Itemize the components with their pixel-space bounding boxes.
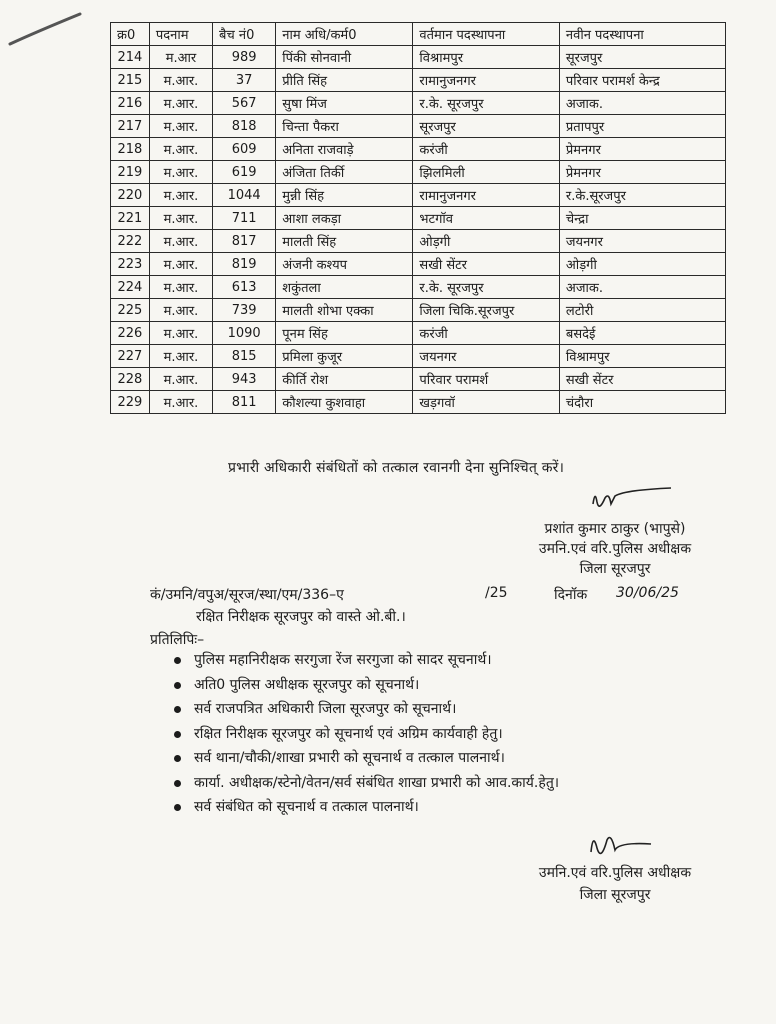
header-serial: क्र0 (111, 23, 150, 46)
cell-serial: 220 (111, 184, 150, 207)
cell-serial: 228 (111, 368, 150, 391)
cell-name: अंजिता तिर्की (276, 161, 413, 184)
cell-serial: 214 (111, 46, 150, 69)
cell-serial: 218 (111, 138, 150, 161)
cell-name: मुन्नी सिंह (276, 184, 413, 207)
table-row (111, 299, 726, 322)
signer-designation: उमनि.एवं वरि.पुलिस अधीक्षक (538, 865, 692, 881)
table-row (111, 391, 726, 414)
table-row (111, 230, 726, 253)
cell-name: अनिता राजवाड़े (276, 138, 413, 161)
dispatch-instruction: प्रभारी अधिकारी संबंधितों को तत्काल रवानगी देना सुनिश्चित् करें। (228, 460, 565, 476)
cell-post: म.आर. (149, 69, 212, 92)
cell-name: पिंकी सोनवानी (276, 46, 413, 69)
header-current-posting: वर्तमान पदस्थापना (413, 23, 559, 46)
cell-post: म.आर. (149, 230, 212, 253)
cell-badge: 37 (213, 69, 276, 92)
cell-current-posting: करंजी (413, 138, 559, 161)
table-row (111, 253, 726, 276)
cell-post: म.आर. (149, 161, 212, 184)
signer-designation: उमनि.एवं वरि.पुलिस अधीक्षक (538, 541, 692, 557)
cell-new-posting: ओड़गी (559, 253, 725, 276)
reference-subject: रक्षित निरीक्षक सूरजपुर को वास्ते ओ.बी.। (196, 609, 406, 625)
header-new-posting: नवीन पदस्थापना (559, 23, 725, 46)
cell-serial: 217 (111, 115, 150, 138)
cell-current-posting: भटगॉव (413, 207, 559, 230)
date-label: दिनॉक (554, 587, 588, 603)
cell-badge: 811 (213, 391, 276, 414)
cell-new-posting: प्रेमनगर (559, 138, 725, 161)
cell-badge: 943 (213, 368, 276, 391)
cell-current-posting: करंजी (413, 322, 559, 345)
list-item: सर्व थाना/चौकी/शाखा प्रभारी को सूचनार्थ व तत्काल पालनार्थ। (168, 746, 559, 771)
cell-new-posting: जयनगर (559, 230, 725, 253)
table-row (111, 69, 726, 92)
cell-post: म.आर. (149, 207, 212, 230)
cell-badge: 567 (213, 92, 276, 115)
header-badge: बैच नं0 (213, 23, 276, 46)
reference-date: 30/06/25 (616, 585, 679, 601)
table-row (111, 138, 726, 161)
cell-serial: 215 (111, 69, 150, 92)
cell-name: अंजनी कश्यप (276, 253, 413, 276)
cell-badge: 815 (213, 345, 276, 368)
table-row (111, 322, 726, 345)
list-item: रक्षित निरीक्षक सूरजपुर को सूचनार्थ एवं अग्रिम कार्यवाही हेतु। (168, 722, 559, 747)
cell-current-posting: ओड़गी (413, 230, 559, 253)
cell-name: मालती शोभा एक्का (276, 299, 413, 322)
cell-new-posting: र.के.सूरजपुर (559, 184, 725, 207)
cell-name: मालती सिंह (276, 230, 413, 253)
table-row (111, 368, 726, 391)
cell-post: म.आर. (149, 345, 212, 368)
cell-name: शकुंतला (276, 276, 413, 299)
cell-badge: 613 (213, 276, 276, 299)
cell-current-posting: झिलमिली (413, 161, 559, 184)
cell-new-posting: अजाक. (559, 276, 725, 299)
cell-post: म.आर. (149, 299, 212, 322)
cell-current-posting: विश्रामपुर (413, 46, 559, 69)
cell-badge: 989 (213, 46, 276, 69)
table-header-row (111, 23, 726, 46)
signer-name: प्रशांत कुमार ठाकुर (भापुसे) (544, 521, 686, 537)
cell-post: म.आर. (149, 92, 212, 115)
header-post: पदनाम (149, 23, 212, 46)
copy-list (168, 648, 559, 820)
cell-post: म.आर. (149, 368, 212, 391)
cell-current-posting: र.के. सूरजपुर (413, 276, 559, 299)
cell-new-posting: लटोरी (559, 299, 725, 322)
table-row (111, 207, 726, 230)
table-row (111, 161, 726, 184)
signer-block-1 (520, 519, 710, 579)
signer-block-2 (520, 862, 710, 906)
cell-badge: 711 (213, 207, 276, 230)
cell-new-posting: अजाक. (559, 92, 725, 115)
cell-new-posting: चेन्द्रा (559, 207, 725, 230)
pen-stroke-mark (6, 10, 86, 50)
cell-badge: 818 (213, 115, 276, 138)
header-name: नाम अधि/कर्म0 (276, 23, 413, 46)
cell-post: म.आर. (149, 138, 212, 161)
list-item: अति0 पुलिस अधीक्षक सूरजपुर को सूचनार्थ। (168, 673, 559, 698)
cell-name: आशा लकड़ा (276, 207, 413, 230)
cell-current-posting: खड़गवॉ (413, 391, 559, 414)
cell-current-posting: जिला चिकि.सूरजपुर (413, 299, 559, 322)
cell-badge: 609 (213, 138, 276, 161)
cell-current-posting: जयनगर (413, 345, 559, 368)
list-item: सर्व राजपत्रित अधिकारी जिला सूरजपुर को सूचनार्थ। (168, 697, 559, 722)
list-item: पुलिस महानिरीक्षक सरगुजा रेंज सरगुजा को सादर सूचनार्थ। (168, 648, 559, 673)
cell-current-posting: सूरजपुर (413, 115, 559, 138)
cell-new-posting: विश्रामपुर (559, 345, 725, 368)
cell-new-posting: सूरजपुर (559, 46, 725, 69)
cell-serial: 216 (111, 92, 150, 115)
cell-name: कौशल्या कुशवाहा (276, 391, 413, 414)
cell-current-posting: सखी सेंटर (413, 253, 559, 276)
table-row (111, 46, 726, 69)
cell-serial: 222 (111, 230, 150, 253)
cell-badge: 1090 (213, 322, 276, 345)
table-row (111, 276, 726, 299)
signature-1 (585, 484, 675, 518)
table-row (111, 184, 726, 207)
cell-post: म.आर. (149, 115, 212, 138)
list-item: कार्या. अधीक्षक/स्टेनो/वेतन/सर्व संबंधित शाखा प्रभारी को आव.कार्य.हेतु। (168, 771, 559, 796)
cell-serial: 225 (111, 299, 150, 322)
cell-new-posting: प्रेमनगर (559, 161, 725, 184)
cell-serial: 227 (111, 345, 150, 368)
copy-heading: प्रतिलिपिः– (150, 632, 205, 648)
cell-serial: 224 (111, 276, 150, 299)
cell-post: म.आर. (149, 253, 212, 276)
signer-district: जिला सूरजपुर (579, 561, 651, 577)
cell-name: चिन्ता पैकरा (276, 115, 413, 138)
cell-new-posting: सखी सेंटर (559, 368, 725, 391)
cell-new-posting: प्रतापपुर (559, 115, 725, 138)
cell-name: प्रमिला कुजूर (276, 345, 413, 368)
signature-2 (585, 822, 655, 866)
list-item: सर्व संबंधित को सूचनार्थ व तत्काल पालनार्थ। (168, 795, 559, 820)
cell-name: कीर्ति रोश (276, 368, 413, 391)
cell-name: पूनम सिंह (276, 322, 413, 345)
cell-post: म.आर. (149, 184, 212, 207)
cell-post: म.आर. (149, 391, 212, 414)
signer-district: जिला सूरजपुर (579, 887, 651, 903)
cell-serial: 221 (111, 207, 150, 230)
cell-post: म.आर (149, 46, 212, 69)
cell-serial: 226 (111, 322, 150, 345)
cell-current-posting: परिवार परामर्श (413, 368, 559, 391)
cell-badge: 739 (213, 299, 276, 322)
cell-current-posting: रामानुजनगर (413, 184, 559, 207)
cell-new-posting: बसदेई (559, 322, 725, 345)
cell-name: प्रीति सिंह (276, 69, 413, 92)
cell-new-posting: परिवार परामर्श केन्द्र (559, 69, 725, 92)
cell-serial: 219 (111, 161, 150, 184)
cell-badge: 1044 (213, 184, 276, 207)
cell-badge: 619 (213, 161, 276, 184)
table-row (111, 115, 726, 138)
cell-badge: 819 (213, 253, 276, 276)
cell-post: म.आर. (149, 322, 212, 345)
cell-post: म.आर. (149, 276, 212, 299)
reference-number: कं/उमनि/वपुअ/सूरज/स्था/एम/336–ए (150, 587, 344, 603)
cell-name: सुषा मिंज (276, 92, 413, 115)
reference-year: /25 (485, 585, 508, 601)
cell-new-posting: चंदौरा (559, 391, 725, 414)
cell-serial: 229 (111, 391, 150, 414)
cell-current-posting: रामानुजनगर (413, 69, 559, 92)
table-row (111, 92, 726, 115)
transfer-roster-table (110, 22, 726, 414)
cell-badge: 817 (213, 230, 276, 253)
cell-serial: 223 (111, 253, 150, 276)
table-row (111, 345, 726, 368)
cell-current-posting: र.के. सूरजपुर (413, 92, 559, 115)
